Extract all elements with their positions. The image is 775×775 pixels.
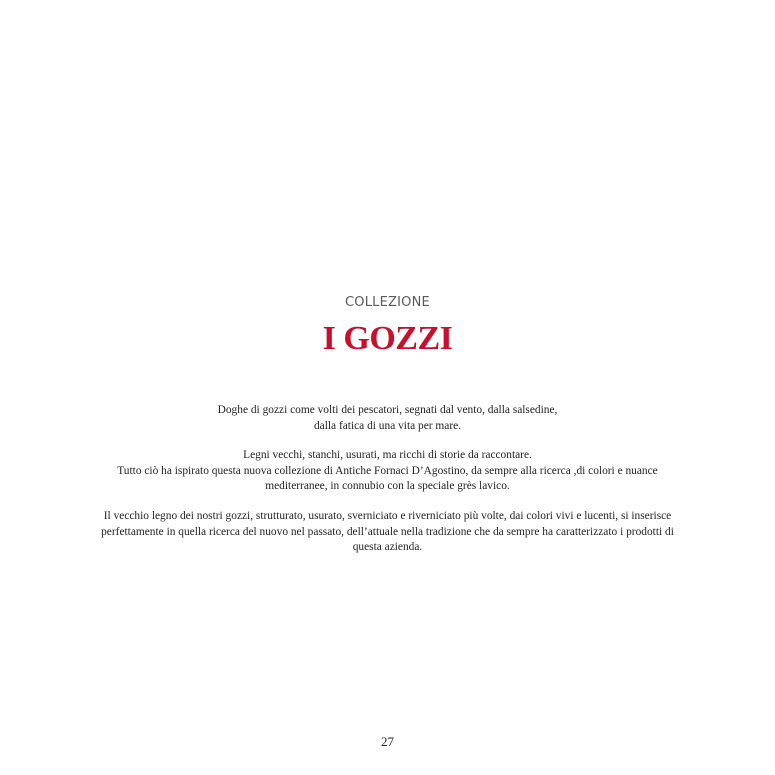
paragraph-line: dalla fatica di una vita per mare.: [313, 419, 462, 432]
paragraph-line: Tutto ciò ha ispirato questa nuova collezione di Antiche Fornaci D’Agostino, da sempre alla ricerca ,di colori e nuance: [117, 464, 658, 477]
paragraph-3: [90, 509, 685, 556]
page-number: 27: [381, 734, 394, 749]
collection-kicker: COLLEZIONE: [345, 295, 430, 310]
collection-title: I GOZZI: [322, 320, 453, 357]
paragraph-line: questa azienda.: [352, 541, 423, 553]
paragraph-line: Doghe di gozzi come volti dei pescatori, segnati dal vento, dalla salsedine,: [217, 404, 558, 416]
paragraph-1: [90, 403, 685, 434]
paragraph-2: [90, 448, 685, 495]
paragraph-line: perfettamente in quella ricerca del nuovo nel passato, dell’attuale nella tradizione che da sempre ha caratterizzato i prodotti di: [101, 525, 674, 538]
paragraph-line: Legni vecchi, stanchi, usurati, ma ricchi di storie da raccontare.: [243, 449, 532, 461]
paragraph-line: mediterranee, in connubio con la speciale grès lavico.: [265, 480, 510, 492]
paragraph-line: Il vecchio legno dei nostri gozzi, strutturato, usurato, sverniciato e riverniciato più volte, dai colori vivi e lucenti, si inserisce: [103, 510, 672, 522]
